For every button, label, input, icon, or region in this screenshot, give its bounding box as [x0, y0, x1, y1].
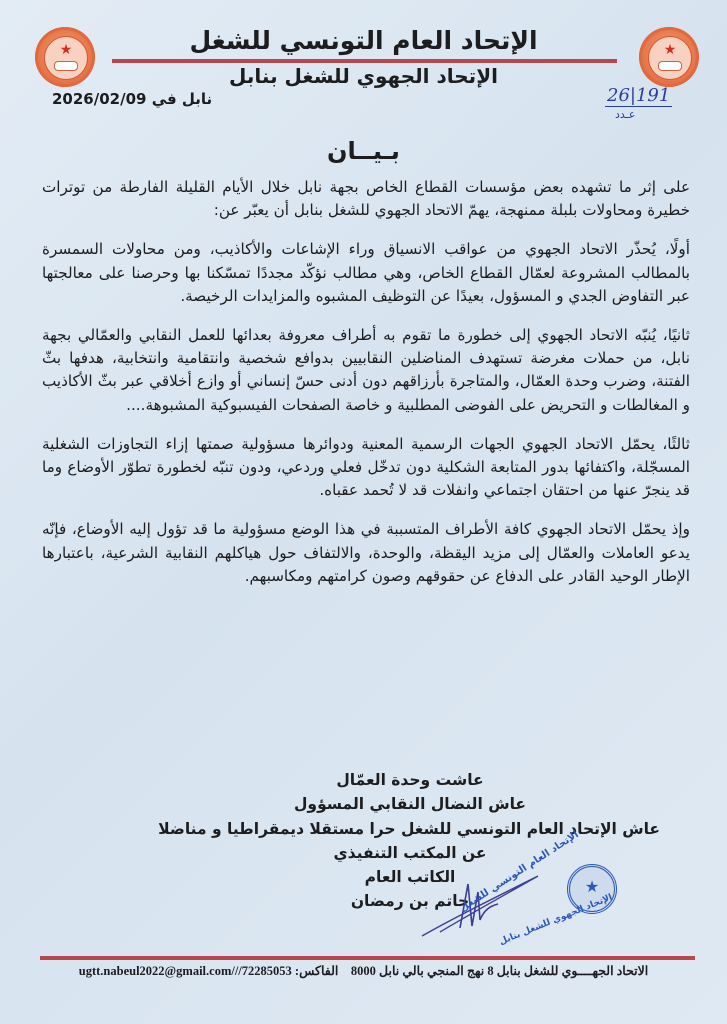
signatory-title: الكاتب العام	[364, 868, 456, 887]
slogan-workers-unity: عاشت وحدة العمّال	[336, 771, 484, 789]
stamp-text-regional: الإتحاد الجهوي للشغل بنابل	[498, 892, 614, 948]
reference-label: عـدد	[615, 108, 636, 121]
paragraph-intro: على إثر ما تشهده بعض مؤسسات القطاع الخاص بجهة نابل خلال الأيام القليلة الفارطة من توترات خطيرة ومحاولات بلبلة ممنهجة، يهمّ الاتحاد الجهوي للشغل بنابل أن يعبّر عن:	[42, 178, 690, 220]
ugtt-logo-left-icon: ★	[35, 27, 95, 87]
footer-address: الاتحاد الجهــــوي للشغل بنابل 8 نهج المنجي بالي نابل 8000	[350, 964, 649, 978]
paragraph-conclusion: وإذ يحمّل الاتحاد الجهوي كافة الأطراف المتسببة في هذا الوضع مسؤولية ما قد تؤول إليه الأوضاع، فإنّه يدعو العاملات والعمّال إلى مزيد اليقظة، والوحدة، والالتفاف حول هياكلهم النقابية الشرعية، باعتبارها الإطار الوحيد القادر على الدفاع عن حقوقهم وصون كرامتهم ومكاسبهم.	[42, 520, 690, 585]
date-label: نابل في	[151, 90, 213, 108]
statement-body	[42, 176, 690, 604]
reference-number: 26|191	[607, 85, 671, 106]
document-heading: بـيــان	[327, 137, 400, 165]
footer-divider	[40, 956, 695, 960]
ugtt-logo-right-icon: ★	[639, 27, 699, 87]
slogan-ugtt: عاش الإتحاد العام التونسي للشغل حرا مستقلا ديمقراطيا و مناضلا	[158, 819, 660, 838]
paragraph-third: ثالثًا، يحمّل الاتحاد الجهوي الجهات الرسمية المعنية ودوائرها مسؤولية صمتها إزاء التجاوزات الشغلية المسجّلة، واكتفائها بدور المتابعة الشكلية دون تدخّل فعلي وردعي، ودون تنبّه لخطورة تطوّر الأوضاع وما قد ينجرّ عنها من احتقان اجتماعي وانفلات قد لا تُحمد عقباه.	[42, 434, 690, 500]
stamp-text-federation: الإتحاد العام التونسي للشغل	[458, 829, 581, 915]
footer-contact	[30, 963, 697, 979]
paragraph-first: أولًا، يُحذّر الاتحاد الجهوي من عواقب الانسياق وراء الإشاعات والأكاذيب، ومن محاولات السمسرة بالمطالب المشروعة لعمّال القطاع الخاص، وهي مطالب نؤكّد مجددًا تمسّكنا بها وحرصنا على معالجتها عبر التفاوض الجدي و المسؤول، بعيدًا عن التوظيف المشبوه والمزايدات الرخيصة.	[42, 240, 690, 305]
document-date	[52, 90, 212, 108]
official-stamp-icon: ★	[567, 864, 617, 914]
executive-office-label: عن المكتب التنفيذي	[333, 843, 487, 862]
header-divider	[112, 59, 617, 63]
letterhead-title: الإتحاد العام التونسي للشغل	[189, 26, 538, 55]
slogan-union-struggle: عاش النضال النقابي المسؤول	[293, 795, 527, 814]
signatory-name: حاتم بن رمضان	[350, 892, 470, 911]
date-value: 2026/02/09	[52, 90, 147, 108]
footer-email-fax[interactable]: ugtt.nabeul2022@gmail.com///72285053	[78, 964, 292, 978]
paragraph-second: ثانيًا، يُنبّه الاتحاد الجهوي إلى خطورة ما تقوم به أطراف معروفة بعدائها للعمل النقابي والعمّالي بجهة نابل، من حملات مغرضة تستهدف المناضلين النقابيين بدوافع شخصية وانتقامية وانتخابية، هدفها بثّ الفتنة، وضرب وحدة العمّال، والمتاجرة بأرزاقهم دون أدنى حسّ إنساني أو وازع أخلاقي عبر بثّ الأكاذيب و المغالطات و التحريض على الفوضى المطلبية و خاصة الصفحات الفيسبوكية المشبوهة....	[42, 326, 690, 414]
letterhead-subtitle: الإتحاد الجهوي للشغل بنابل	[229, 64, 498, 88]
footer-fax-label: الفاكس:	[294, 964, 339, 978]
